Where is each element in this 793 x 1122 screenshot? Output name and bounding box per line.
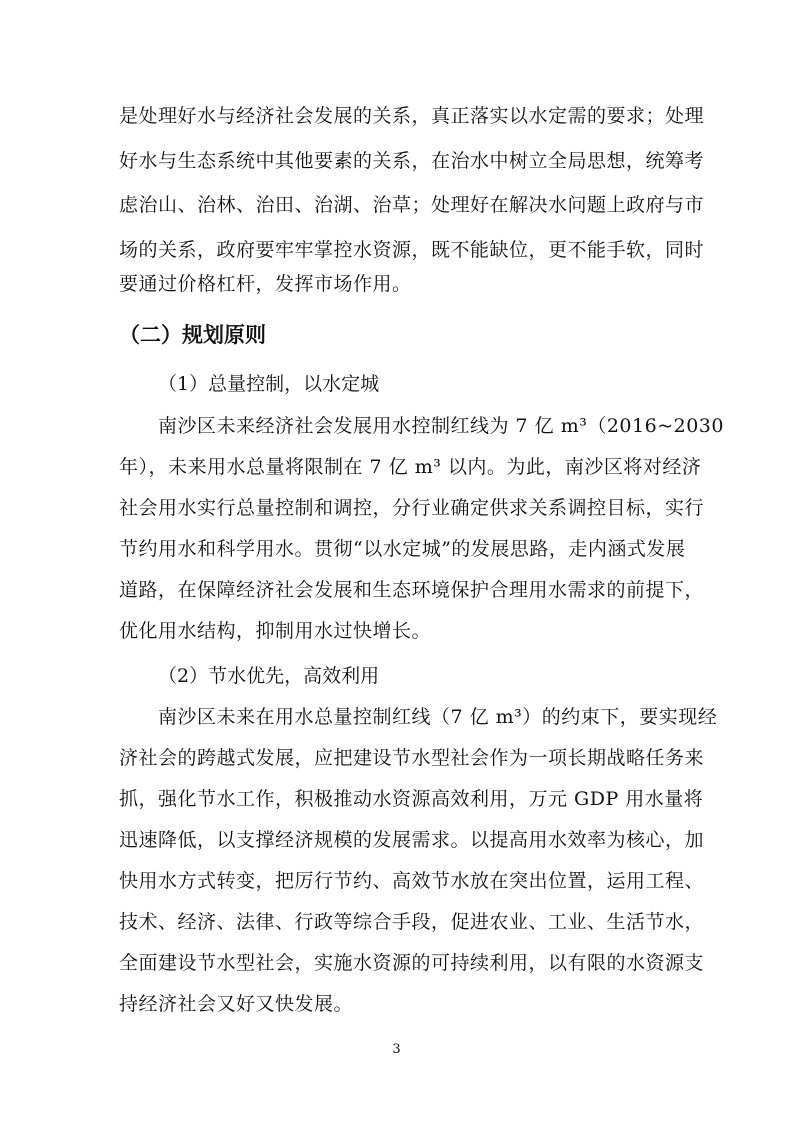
paragraph-line: 社会用水实行总量控制和调控，分行业确定供求关系调控目标，实行 <box>119 497 705 519</box>
paragraph-line: 年），未来用水总量将限制在 7 亿 m³ 以内。为此，南沙区将对经济 <box>119 456 702 478</box>
principle-1-title: （1）总量控制，以水定城 <box>158 373 380 395</box>
paragraph-line: 技术、经济、法律、行政等综合手段，促进农业、工业、生活节水， <box>119 911 705 933</box>
paragraph-line: 节约用水和科学用水。贯彻“以水定城”的发展思路，走内涵式发展 <box>119 538 686 560</box>
paragraph-line: 场的关系，政府要牢牢掌控水资源，既不能缺位，更不能手软，同时 <box>119 239 705 261</box>
paragraph-line: 优化用水结构，抑制用水过快增长。 <box>119 620 432 642</box>
paragraph-line: 虑治山、治林、治田、治湖、治草；处理好在解决水问题上政府与市 <box>119 194 705 216</box>
paragraph-line: 好水与生态系统中其他要素的关系，在治水中树立全局思想，统筹考 <box>119 150 705 172</box>
paragraph-line: 抓，强化节水工作，积极推动水资源高效利用，万元 GDP 用水量将 <box>119 788 704 810</box>
page-number: 3 <box>392 1042 401 1057</box>
paragraph-line: 迅速降低，以支撑经济规模的发展需求。以提高用水效率为核心，加 <box>119 829 705 851</box>
paragraph-line: 要通过价格杠杆，发挥市场作用。 <box>119 273 412 295</box>
paragraph-line: 济社会的跨越式发展，应把建设节水型社会作为一项长期战略任务来 <box>119 747 705 769</box>
principle-2-title: （2）节水优先，高效利用 <box>158 665 380 687</box>
section-heading: （二）规划原则 <box>119 323 266 347</box>
paragraph-line: 是处理好水与经济社会发展的关系，真正落实以水定需的要求；处理 <box>119 105 705 127</box>
paragraph-line: 道路，在保障经济社会发展和生态环境保护合理用水需求的前提下， <box>119 579 705 601</box>
paragraph-line: 快用水方式转变，把厉行节约、高效节水放在突出位置，运用工程、 <box>119 870 705 892</box>
paragraph-line: 全面建设节水型社会，实施水资源的可持续利用，以有限的水资源支 <box>119 952 705 974</box>
paragraph-line: 持经济社会又好又快发展。 <box>119 993 354 1015</box>
paragraph-line: 南沙区未来在用水总量控制红线（7 亿 m³）的约束下，要实现经 <box>158 706 718 728</box>
paragraph-line: 南沙区未来经济社会发展用水控制红线为 7 亿 m³（2016~2030 <box>158 415 724 437</box>
